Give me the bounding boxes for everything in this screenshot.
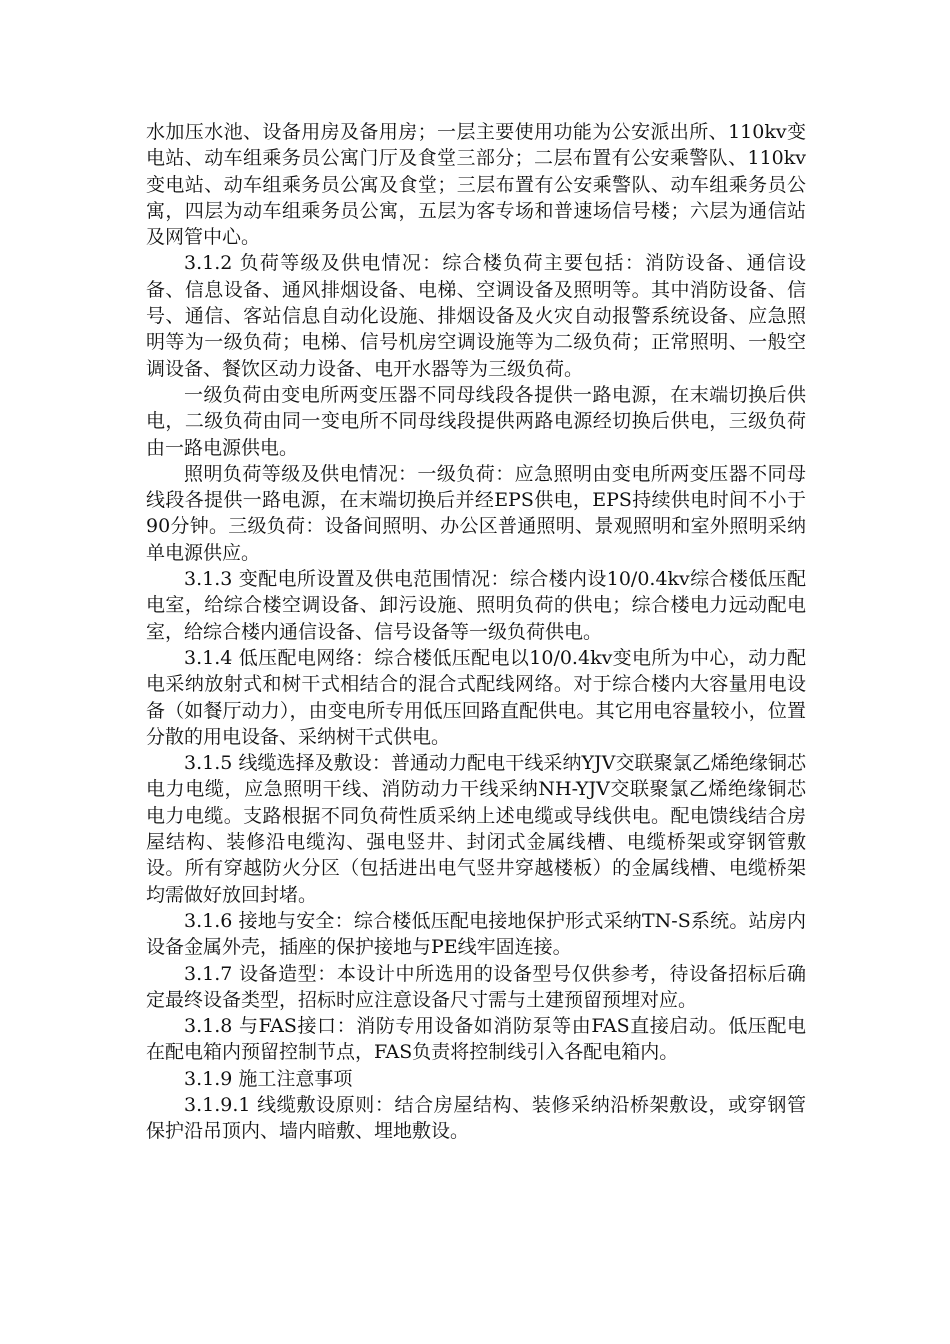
paragraph-3-1-9-construction-notes: 3.1.9 施工注意事项 [184,1067,353,1090]
paragraph-3-1-6-grounding: 3.1.6 接地与安全：综合楼低压配电接地保护形式采纳TN-S系统。站房内设备金属外壳，插座的保护接地与PE线牢固连接。 [146,909,806,959]
paragraph-building-floors: 水加压水池、设备用房及备用房；一层主要使用功能为公安派出所、110kv变电站、动车组乘务员公寓门厅及食堂三部分；二层布置有公安乘警队、110kv变电站、动车组乘务员公寓及食堂；三层布置有公安乘警队、动车组乘务员公寓，四层为动车组乘务员公寓，五层为客专场和普速场信号楼；六层为通信站及网管中心。 [146,121,806,249]
paragraph-3-1-8-fas-interface: 3.1.8 与FAS接口：消防专用设备如消防泵等由FAS直接启动。低压配电在配电箱内预留控制节点，FAS负责将控制线引入各配电箱内。 [146,1015,806,1064]
paragraph-lighting-load: 照明负荷等级及供电情况：一级负荷：应急照明由变电所两变压器不同母线段各提供一路电源，在末端切换后并经EPS供电，EPS持续供电时间不小于90分钟。三级负荷：设备间照明、办公区普通照明、景观照明和室外照明采纳单电源供应。 [146,462,806,564]
paragraph-3-1-4-low-voltage-network: 3.1.4 低压配电网络：综合楼低压配电以10/0.4kv变电所为中心，动力配电采纳放射式和树干式相结合的混合式配线网络。对于综合楼内大容量用电设备（如餐厅动力），由变电所专用低压回路直配供电。其它用电容量较小，位置分散的用电设备、采纳树干式供电。 [146,646,806,748]
paragraph-load-power-supply: 一级负荷由变电所两变压器不同母线段各提供一路电源，在末端切换后供电，二级负荷由同一变电所不同母线段提供两路电源经切换后供电，三级负荷由一路电源供电。 [146,383,806,459]
document-page [146,119,806,1145]
paragraph-3-1-2-load-levels: 3.1.2 负荷等级及供电情况：综合楼负荷主要包括：消防设备、通信设备、信息设备、通风排烟设备、电梯、空调设备及照明等。其中消防设备、信号、通信、客站信息自动化设施、排烟设备及火灾自动报警系统设备、应急照明等为一级负荷；电梯、信号机房空调设施等为二级负荷；正常照明、一般空调设备、餐饮区动力设备、电开水器等为三级负荷。 [146,252,806,380]
paragraph-3-1-5-cable-selection: 3.1.5 线缆选择及敷设：普通动力配电干线采纳YJV交联聚氯乙烯绝缘铜芯电力电缆，应急照明干线、消防动力干线采纳NH-YJV交联聚氯乙烯绝缘铜芯电力电缆。支路根据不同负荷性质采纳上述电缆或导线供电。配电馈线结合房屋结构、装修沿电缆沟、强电竖井、封闭式金属线槽、电缆桥架或穿钢管敷设。所有穿越防火分区（包括进出电气竖井穿越楼板）的金属线槽、电缆桥架均需做好放回封堵。 [146,752,806,906]
paragraph-3-1-3-substation: 3.1.3 变配电所设置及供电范围情况：综合楼内设10/0.4kv综合楼低压配电室，给综合楼空调设备、卸污设施、照明负荷的供电；综合楼电力远动配电室，给综合楼内通信设备、信号设备等一级负荷供电。 [146,568,806,643]
paragraph-3-1-9-1-cable-laying: 3.1.9.1 线缆敷设原则：结合房屋结构、装修采纳沿桥架敷设，或穿钢管保护沿吊顶内、墙内暗敷、埋地敷设。 [146,1093,806,1143]
paragraph-3-1-7-equipment: 3.1.7 设备造型：本设计中所选用的设备型号仅供参考，待设备招标后确定最终设备类型，招标时应注意设备尺寸需与土建预留预埋对应。 [146,962,806,1011]
